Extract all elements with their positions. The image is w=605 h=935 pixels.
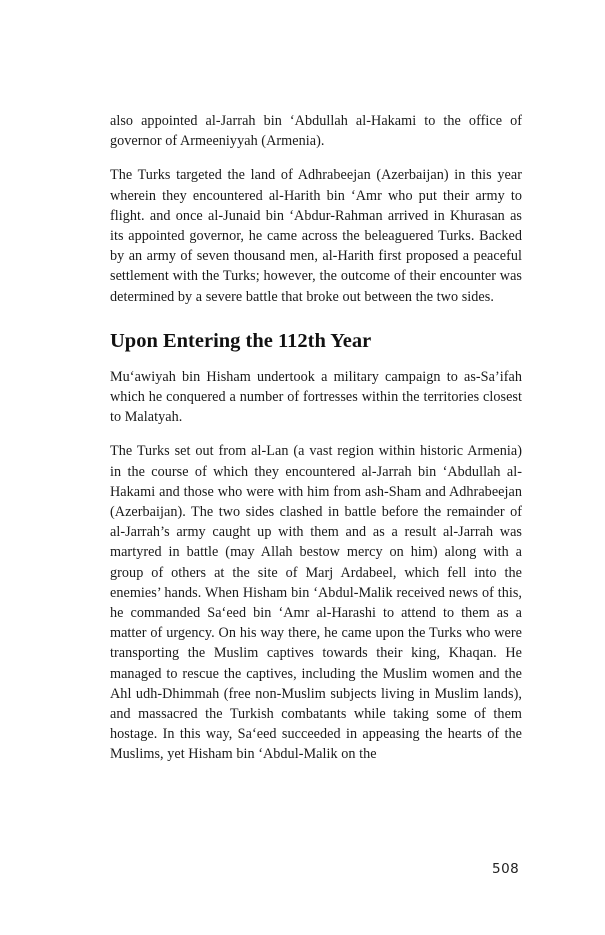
page-body <box>110 111 522 779</box>
paragraph-appointment: also appointed al-Jarrah bin ‘Abdullah al-Hakami to the office of governor of Armeeniyyah (Armenia). <box>110 113 522 150</box>
section-heading: Upon Entering the 112th Year <box>110 329 372 352</box>
paragraph-muawiyah-campaign: Mu‘awiyah bin Hisham undertook a military campaign to as-Sa’ifah which he conquered a number of fortresses within the territories closest to Malatyah. <box>110 368 522 426</box>
paragraph-turks-adhrabeejan: The Turks targeted the land of Adhrabeejan (Azerbaijan) in this year wherein they encountered al-Harith bin ‘Amr who put their army to flight. and once al-Junaid bin ‘Abdur-Rahman arrived in Khurasan as its appointed governor, he came across the beleaguered Turks. Backed by an army of seven thousand men, al-Harith first proposed a peaceful settlement with the Turks; however, the outcome of their encounter was determined by a severe battle that broke out between the two sides. <box>110 167 522 305</box>
paragraph-turks-al-lan: The Turks set out from al-Lan (a vast region within historic Armenia) in the course of which they encountered al-Jarrah bin ‘Abdullah al-Hakami and those who were with him from ash-Sham and Adhrabeejan (Azerbaijan). The two sides clashed in battle before the remainder of al-Jarrah’s army caught up with them and as a result al-Jarrah was martyred in battle (may Allah bestow mercy on him) along with a group of others at the site of Marj Ardabeel, which fell into the enemies’ hands. When Hisham bin ‘Abdul-Malik received news of this, he commanded Sa‘eed bin ‘Amr al-Harashi to attend to them as a matter of urgency. On his way there, he came upon the Turks who were transporting the Muslim captives towards their king, Khaqan. He managed to rescue the captives, including the Muslim women and the Ahl udh-Dhimmah (free non-Muslim subjects living in Muslim lands), and massacred the Turkish combatants while taking some of them hostage. In this way, Sa‘eed succeeded in appeasing the hearts of the Muslims, yet Hisham bin ‘Abdul-Malik on the <box>110 443 522 763</box>
page-number: 508 <box>492 861 520 877</box>
